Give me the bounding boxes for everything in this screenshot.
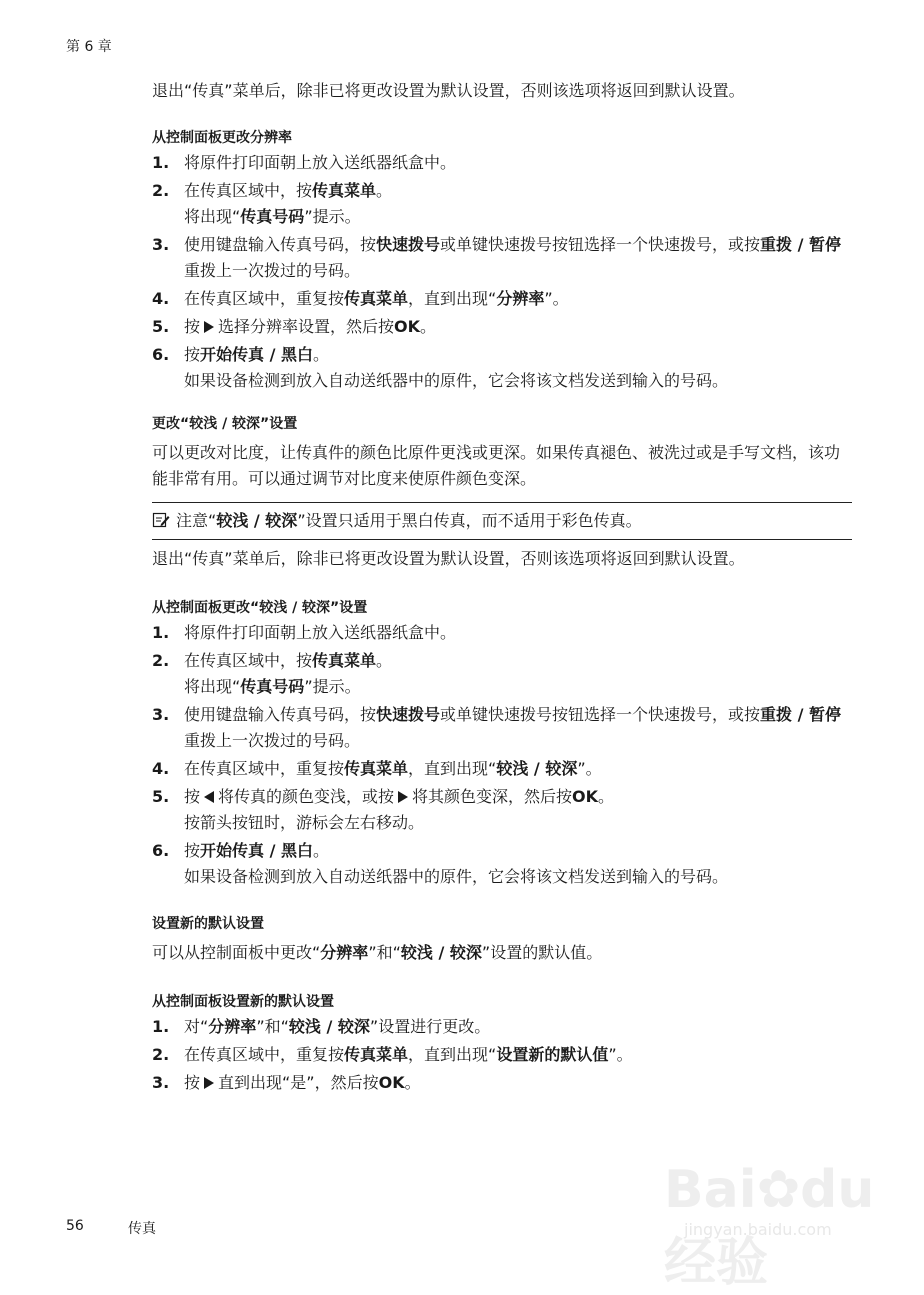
step-number: 2. <box>152 1045 170 1064</box>
list-item: 5. 按 将传真的颜色变浅，或按 将其颜色变深，然后按OK。 按箭头按钮时，游标会左右移动。 <box>152 784 852 836</box>
section-heading-default: 设置新的默认设置 <box>152 916 264 932</box>
document-body <box>152 78 852 1098</box>
contrast-paragraph: 可以更改对比度，让传真件的颜色比原件更浅或更深。如果传真褪色、被洗过或是手写文档，该功能非常有用。可以通过调节对比度来使原件颜色变深。 <box>152 443 841 488</box>
intro-paragraph: 退出“传真”菜单后，除非已将更改设置为默认设置，否则该选项将返回到默认设置。 <box>152 81 745 100</box>
step-number: 2. <box>152 651 170 670</box>
section-heading-resolution: 从控制面板更改分辨率 <box>152 130 292 146</box>
step-number: 6. <box>152 841 170 860</box>
baidu-watermark-logo: Bai✿du经验 <box>664 1160 875 1293</box>
right-arrow-icon <box>204 321 214 333</box>
step-number: 3. <box>152 1073 170 1092</box>
list-item: 1. 将原件打印面朝上放入送纸器纸盒中。 <box>152 150 852 176</box>
list-item: 1. 对“分辨率”和“较浅 / 较深”设置进行更改。 <box>152 1014 852 1040</box>
note-pencil-icon <box>152 511 170 529</box>
list-item: 3. 使用键盘输入传真号码，按快速拨号或单键快速拨号按钮选择一个快速拨号，或按重拨 / 暂停重拨上一次拨过的号码。 <box>152 232 852 284</box>
step-number: 3. <box>152 235 170 254</box>
note-box: 注意“较浅 / 较深”设置只适用于黑白传真，而不适用于彩色传真。 <box>152 502 852 540</box>
watermark-url: jingyan.baidu.com <box>684 1220 832 1239</box>
section-heading-new-default: 从控制面板设置新的默认设置 <box>152 994 334 1010</box>
step-number: 1. <box>152 1017 170 1036</box>
list-item: 3. 按 直到出现“是”，然后按OK。 <box>152 1070 852 1096</box>
default-paragraph: 可以从控制面板中更改“分辨率”和“较浅 / 较深”设置的默认值。 <box>152 943 603 962</box>
contrast-steps <box>152 620 852 890</box>
step-number: 1. <box>152 623 170 642</box>
list-item: 1. 将原件打印面朝上放入送纸器纸盒中。 <box>152 620 852 646</box>
list-item: 4. 在传真区域中，重复按传真菜单，直到出现“较浅 / 较深”。 <box>152 756 852 782</box>
list-item: 6. 按开始传真 / 黑白。 如果设备检测到放入自动送纸器中的原件，它会将该文档发送到输入的号码。 <box>152 838 852 890</box>
page-number: 56 <box>66 1218 84 1234</box>
paw-icon: ✿ <box>756 1160 801 1220</box>
list-item: 6. 按开始传真 / 黑白。 如果设备检测到放入自动送纸器中的原件，它会将该文档发送到输入的号码。 <box>152 342 852 394</box>
right-arrow-icon <box>204 1077 214 1089</box>
step-number: 4. <box>152 759 170 778</box>
new-default-steps <box>152 1014 852 1096</box>
step-number: 4. <box>152 289 170 308</box>
footer-title: 传真 <box>128 1221 156 1237</box>
section-heading-contrast: 更改“较浅 / 较深”设置 <box>152 416 298 432</box>
intro-paragraph-2: 退出“传真”菜单后，除非已将更改设置为默认设置，否则该选项将返回到默认设置。 <box>152 549 745 568</box>
step-number: 1. <box>152 153 170 172</box>
section-heading-cp-contrast: 从控制面板更改“较浅 / 较深”设置 <box>152 600 368 616</box>
step-number: 2. <box>152 181 170 200</box>
chapter-label: 第 6 章 <box>66 39 112 55</box>
list-item: 2. 在传真区域中，按传真菜单。 将出现“传真号码”提示。 <box>152 648 852 700</box>
resolution-steps <box>152 150 852 394</box>
list-item: 2. 在传真区域中，重复按传真菜单，直到出现“设置新的默认值”。 <box>152 1042 852 1068</box>
list-item: 4. 在传真区域中，重复按传真菜单，直到出现“分辨率”。 <box>152 286 852 312</box>
step-number: 5. <box>152 317 170 336</box>
right-arrow-icon <box>398 791 408 803</box>
left-arrow-icon <box>204 791 214 803</box>
note-label: 注意 <box>176 511 209 530</box>
list-item: 5. 按 选择分辨率设置，然后按OK。 <box>152 314 852 340</box>
step-number: 6. <box>152 345 170 364</box>
list-item: 2. 在传真区域中，按传真菜单。 将出现“传真号码”提示。 <box>152 178 852 230</box>
step-number: 3. <box>152 705 170 724</box>
list-item: 3. 使用键盘输入传真号码，按快速拨号或单键快速拨号按钮选择一个快速拨号，或按重拨 / 暂停重拨上一次拨过的号码。 <box>152 702 852 754</box>
step-number: 5. <box>152 787 170 806</box>
